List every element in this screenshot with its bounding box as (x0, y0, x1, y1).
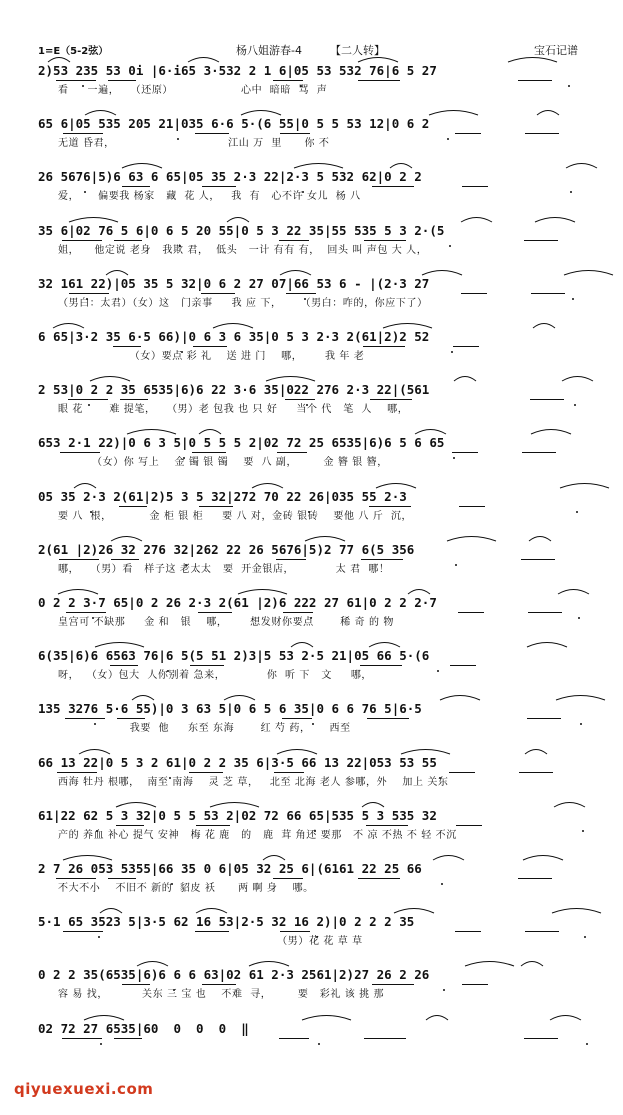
beam-underline (461, 293, 487, 294)
beam-underline (519, 772, 553, 773)
beam-underline (455, 931, 481, 932)
beam-underline (110, 665, 138, 666)
beam-underline (113, 346, 141, 347)
beam-underline (450, 665, 476, 666)
score-system (38, 113, 600, 155)
score-system (38, 858, 600, 900)
lyrics-line: 要 八 根， 金 柜 银 柜 要 八 对，金砖 银砖 要他 八 斤 沉， (58, 510, 413, 522)
beam-underline (122, 984, 150, 985)
lyrics-line: （男）花 花 草 草 (58, 936, 363, 948)
beam-underline (370, 399, 412, 400)
notation-line: 6(35|6)6 6563 76|6 5(5 51 2)3|5 53 2·5 21|05 66 5·(6 (38, 648, 430, 664)
transcriber-credit: 宝石记谱 (534, 44, 578, 57)
beam-underline (56, 878, 96, 879)
beam-underline (524, 240, 558, 241)
beam-underline (364, 240, 406, 241)
beam-underline (111, 559, 139, 560)
score-system (38, 539, 600, 581)
beam-underline (372, 186, 414, 187)
notation-line: 61|22 62 5 3 32|0 5 5 53 2|02 72 66 65|535 5 3 535 32 (38, 807, 437, 823)
beam-underline (364, 1038, 406, 1039)
beam-underline (453, 346, 479, 347)
notation-line: 135 3276 5·6 55)|0 3 63 5|0 6 5 6 35|0 6 6 76 5|6·5 (38, 701, 422, 717)
lyrics-line (58, 1041, 603, 1057)
beam-underline (199, 506, 233, 507)
beam-underline (518, 80, 552, 81)
beam-underline (119, 506, 147, 507)
piece-title: 杨八姐游春-4 (236, 44, 302, 57)
beam-underline (279, 1038, 309, 1039)
beam-underline (56, 80, 96, 81)
beam-underline (108, 878, 136, 879)
lyrics-line: （男白：太君）（女）这 门亲事 我 应 下， （男白：咋的，你应下了） (58, 297, 428, 309)
notation-line: 26 5676|5)6 63 6 65|05 35 2·3 22|2·3 5 532 62|0 2 2 (38, 169, 422, 185)
lyrics-line: 无道 昏君， 江山 万 里 你 不 (58, 138, 330, 150)
beam-underline (372, 984, 414, 985)
beam-underline (198, 612, 232, 613)
beam-underline (279, 240, 309, 241)
score-system (38, 805, 600, 847)
beam-underline (524, 1038, 558, 1039)
score-system (38, 166, 600, 208)
notation-line: 05 35 2·3 2(61|2)5 3 5 32|272 70 22 26|035 55 2·3 (38, 488, 407, 504)
notation-line: 66 13 22|0 5 3 2 61|0 2 2 35 6|3·5 66 13 22|053 53 55 (38, 754, 437, 770)
beam-underline (452, 452, 478, 453)
beam-underline (360, 665, 402, 666)
score-system (38, 432, 600, 474)
beam-underline (117, 718, 145, 719)
beam-underline (358, 80, 400, 81)
score-system (38, 1018, 600, 1060)
beam-underline (283, 612, 313, 613)
notation-line: 32 161 22)|05 35 5 32|0 6 2 27 07|66 53 6 - |(2·3 27 (38, 275, 430, 291)
beam-underline (518, 878, 552, 879)
notation-line: 2 7 26 053 5355|66 35 0 6|05 32 25 6|(6161 22 25 66 (38, 861, 422, 876)
beam-underline (202, 186, 236, 187)
site-watermark: qiyuexuexi.com (14, 1080, 154, 1098)
score-system (38, 486, 600, 528)
notation-line: 0 2 2 35(6535|6)6 6 6 63|02 61 2·3 2561|2)27 26 2 26 (38, 967, 430, 983)
beam-underline (193, 346, 227, 347)
beam-underline (525, 133, 559, 134)
beam-underline (527, 718, 561, 719)
beam-underline (363, 346, 405, 347)
beam-underline (59, 559, 99, 560)
beam-underline (201, 293, 235, 294)
beam-underline (449, 772, 475, 773)
score-system (38, 326, 600, 368)
beam-underline (369, 506, 411, 507)
lyrics-line: 看 一遍， （还原） 心中 暗暗 骂 声 (58, 85, 328, 96)
beam-underline (60, 452, 100, 453)
beam-underline (195, 931, 229, 932)
beam-underline (122, 186, 150, 187)
lyrics-line: 我要 他 东至 东海 红 芍 药， 西至 (58, 723, 351, 735)
beam-underline (63, 133, 103, 134)
beam-underline (273, 80, 303, 81)
lyrics-line: 姐， 他定说 老身 我欺 君， 低头 一计 有有 有， 回头 叫 声包 大 人， (58, 244, 428, 256)
notation-line: 2(61 |2)26 32 276 32|262 22 26 5676|5)2 77 6(5 356 (38, 541, 415, 557)
beam-underline (62, 240, 102, 241)
lyrics-line: 容 易 找， 关东 三 宝 也 不难 寻， 要 彩礼 该 挑 那 (58, 989, 385, 1001)
score-system (38, 220, 600, 262)
beam-underline (525, 931, 559, 932)
beam-underline (189, 772, 223, 773)
beam-underline (458, 612, 484, 613)
notation-line: 0 2 2 3·7 65|0 2 26 2·3 2(61 |2)6 222 27 61|0 2 2 2·7 (38, 595, 437, 610)
score-system (38, 60, 600, 102)
score-system (38, 698, 600, 740)
beam-underline (192, 452, 226, 453)
lyrics-line: 西海 牡丹 根哪， 南至 南海 灵 芝 草， 北至 北海 老人 参哪，外 加上 关东 (58, 776, 449, 788)
beam-underline (456, 825, 482, 826)
beam-underline (62, 1038, 102, 1039)
beam-underline (462, 186, 488, 187)
beam-underline (282, 718, 312, 719)
score-system (38, 273, 600, 315)
score-system (38, 964, 600, 1006)
beam-underline (120, 399, 148, 400)
beam-underline (280, 931, 310, 932)
beam-underline (108, 80, 136, 81)
lyrics-line: （女）要点 彩 礼 送 进 门 哪， 我 年 老 (58, 351, 365, 362)
score-system (38, 645, 600, 687)
lyrics-line: 呀， （女）包大 人你别着 急来， 你 听 下 文 哪， (58, 670, 373, 682)
beam-underline (114, 1038, 142, 1039)
beam-underline (521, 559, 555, 560)
beam-underline (273, 878, 303, 879)
score-system (38, 752, 600, 794)
beam-underline (455, 133, 481, 134)
beam-underline (277, 452, 307, 453)
beam-underline (69, 293, 109, 294)
beam-underline (66, 612, 106, 613)
beam-underline (196, 825, 230, 826)
lyrics-line: （女）你 写上 金 镯 银 镯 要 八 副， 金 簪 银 簪， (58, 457, 388, 469)
beam-underline (280, 133, 310, 134)
beam-underline (276, 559, 306, 560)
score-system (38, 379, 600, 421)
beam-underline (522, 452, 556, 453)
key-signature: 1=E（5-2弦） (38, 46, 109, 57)
notation-line: 2 53|0 2 2 35 6535|6)6 22 3·6 35|022 276 2·3 22|(561 (38, 382, 430, 398)
lyrics-line: 皇宫可 不缺那 金 和 银 哪， 想发财你要点 稀 奇 的 物 (58, 617, 394, 628)
beam-underline (190, 665, 224, 666)
notation-line: 653 2·1 22)|0 6 3 5|0 5 5 5 2|02 72 25 6535|6)6 5 6 65 (38, 435, 445, 451)
notation-line: 5·1 65 3523 5|3·5 62 16 53|2·5 32 16 2)|0 2 2 2 35 (38, 914, 415, 930)
score-system (38, 592, 600, 634)
beam-underline (459, 506, 485, 507)
lyrics-line: 爱， 偏要我 杨家 藏 花 人， 我 有 心不许 女儿 杨 八 (58, 191, 361, 203)
lyrics-line: 不大不小 不旧不 新的 貂皮 袄 两 啊 身 哪。 (58, 883, 314, 894)
beam-underline (63, 931, 103, 932)
beam-underline (274, 772, 304, 773)
genre-label: 【二人转】 (330, 44, 385, 57)
lyrics-line: 哪， （男）看 样子这 老太太 要 开金银店， 太 君 哪！ (58, 563, 390, 575)
beam-underline (195, 133, 229, 134)
notation-line: 2)53 235 53 0i |6·i65 3·532 2 1 6|05 53 532 76|6 5 27 (38, 63, 437, 78)
notation-line: 65 6|05 535 205 21|035 6·6 5·(6 55|0 5 5 53 12|0 6 2 (38, 116, 430, 132)
notation-line: 6 65|3·2 35 6·5 66)|0 6 3 6 35|0 5 3 2·3 2(61|2)2 52 (38, 329, 430, 344)
beam-underline (530, 399, 564, 400)
lyrics-line: 眼 花 难 提笔， （男）老 包我 也 只 好 当个 代 笔 人 哪， (58, 404, 409, 416)
beam-underline (528, 612, 562, 613)
beam-underline (367, 718, 409, 719)
beam-underline (358, 878, 400, 879)
notation-line: 35 6|02 76 5 6|0 6 5 20 55|0 5 3 22 35|55 535 5 3 2·(5 (38, 222, 445, 238)
beam-underline (57, 772, 97, 773)
beam-underline (531, 293, 565, 294)
beam-underline (65, 718, 105, 719)
score-system (38, 911, 600, 953)
beam-underline (116, 825, 144, 826)
beam-underline (286, 293, 316, 294)
lyrics-line: 产的 养血 补心 提气 安神 梅 花 鹿 的 鹿 茸 角还 要那 不 凉 不热 不 轻 不沉 (58, 829, 457, 841)
beam-underline (68, 399, 108, 400)
beam-underline (366, 825, 408, 826)
beam-underline (462, 984, 488, 985)
beam-underline (114, 240, 142, 241)
notation-line: 02 72 27 6535|60 0 0 0 ‖ (38, 1020, 249, 1036)
beam-underline (361, 559, 403, 560)
beam-underline (285, 399, 315, 400)
beam-underline (202, 984, 236, 985)
